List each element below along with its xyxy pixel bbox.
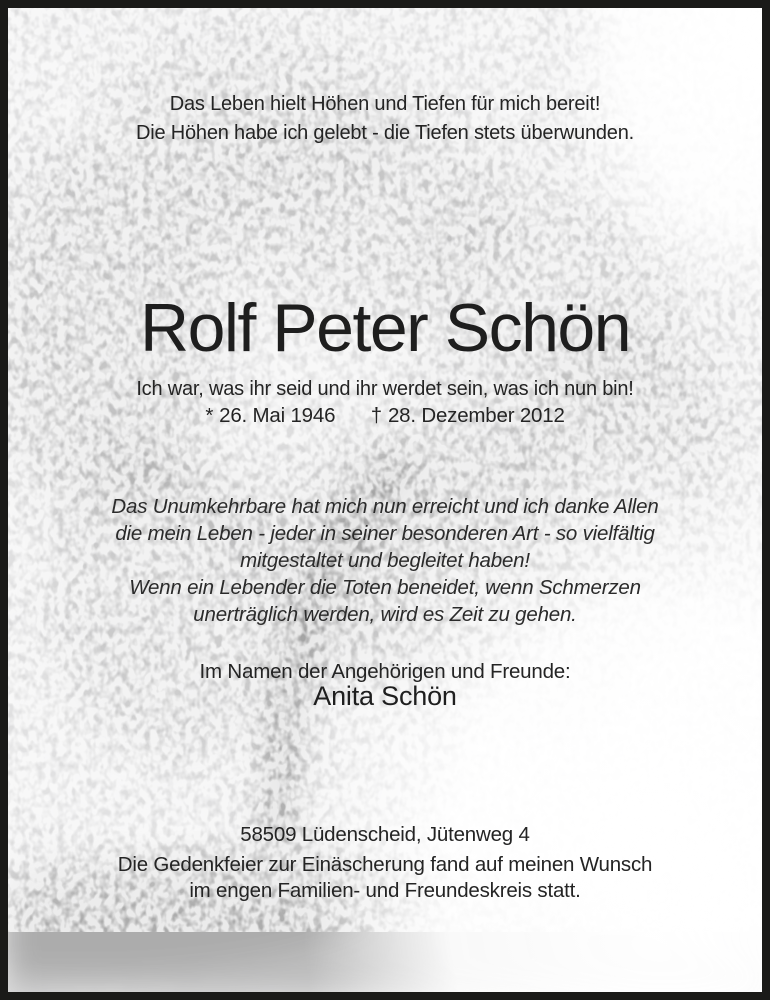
opening-verse (8, 90, 762, 148)
verse-line-1: Das Leben hielt Höhen und Tiefen für mich bereit! (169, 93, 601, 115)
memorial-note-line-2: im engen Familien- und Freundeskreis statt. (189, 878, 581, 902)
birth-date (205, 404, 335, 428)
message-line: die mein Leben - jeder in seiner besonderen Art - so vielfältig (115, 522, 655, 545)
message-line: mitgestaltet und begleitet haben! (240, 549, 530, 572)
born-symbol: * (205, 404, 214, 427)
message-line: unerträglich werden, wird es Zeit zu gehen. (193, 603, 577, 626)
verse-line-2: Die Höhen habe ich gelebt - die Tiefen stets überwunden. (135, 122, 635, 144)
mourners-intro: Im Namen der Angehörigen und Freunde: (199, 660, 571, 683)
deceased-name: Rolf Peter Schön (139, 290, 631, 366)
death-date-text: 28. Dezember 2012 (387, 404, 565, 427)
memorial-note-line-1: Die Gedenkfeier zur Einäscherung fand auf meinen Wunsch (117, 853, 653, 876)
death-date (371, 404, 565, 428)
died-symbol: † (370, 404, 382, 427)
memorial-note (8, 852, 762, 903)
birth-date-text: 26. Mai 1946 (219, 404, 336, 427)
message-line: Wenn ein Lebender die Toten beneidet, wenn Schmerzen (129, 576, 641, 599)
mourner-name: Anita Schön (313, 681, 457, 711)
farewell-message (8, 493, 762, 628)
address-line: 58509 Lüdenscheid, Jütenweg 4 (240, 823, 530, 846)
life-dates (8, 404, 762, 428)
epitaph-line: Ich war, was ihr seid und ihr werdet sein, was ich nun bin! (136, 378, 634, 400)
message-line: Das Unumkehrbare hat mich nun erreicht und ich danke Allen (111, 495, 659, 518)
